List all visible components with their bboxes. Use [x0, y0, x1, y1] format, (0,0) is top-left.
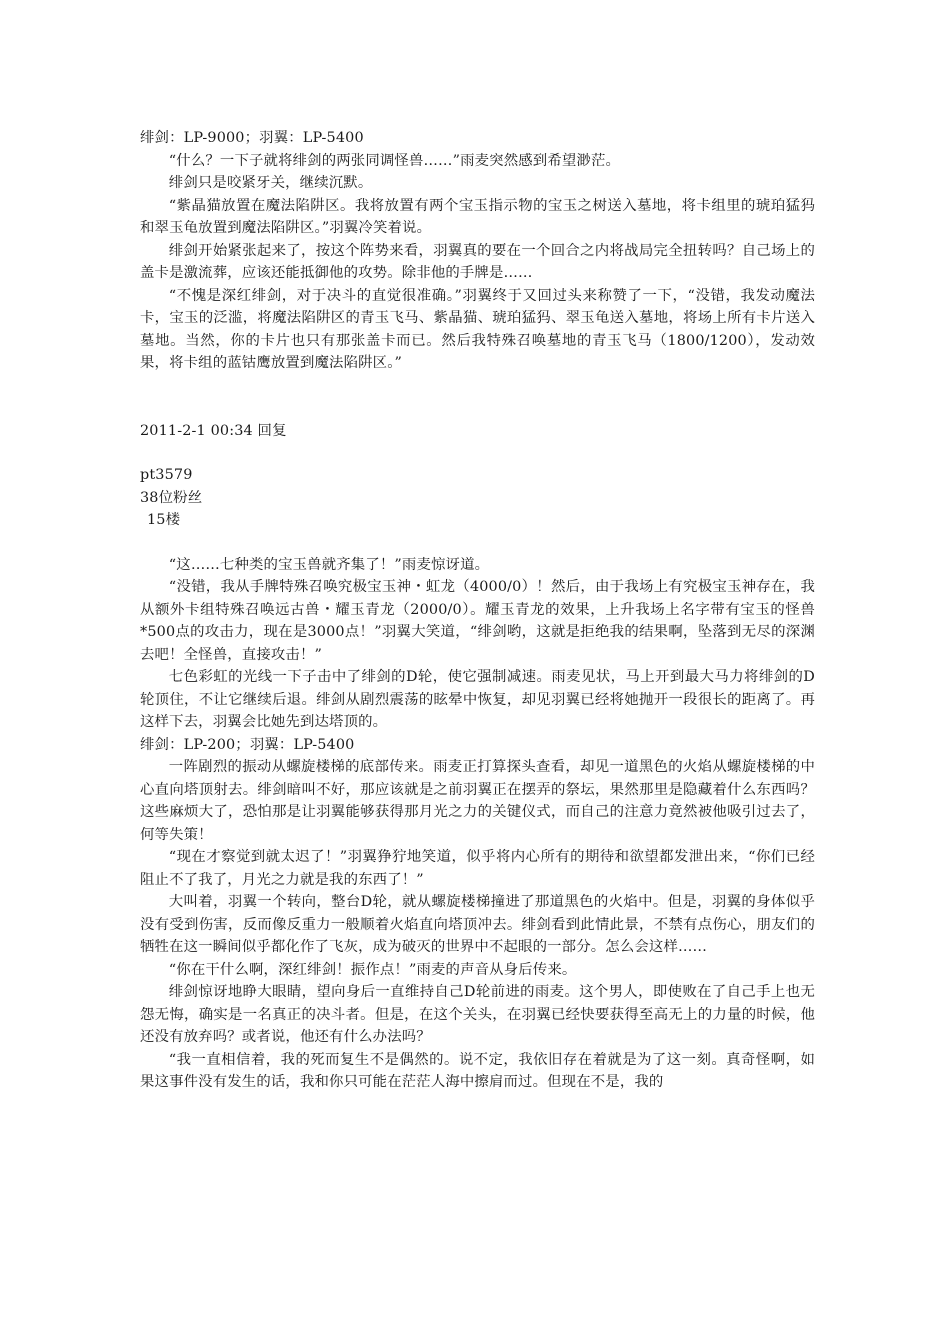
post-username[interactable]: pt3579: [140, 467, 193, 483]
lp-status-line: 绯剑：LP-200；羽翼：LP-5400: [140, 736, 355, 753]
story-paragraph: 绯剑开始紧张起来了，按这个阵势来看，羽翼真的要在一个回合之内将战局完全扭转吗？自己场上的盖卡是激流葬，应该还能抵御他的攻势。除非他的手牌是……: [140, 242, 815, 281]
story-paragraph: “你在干什么啊，深红绯剑！振作点！”雨麦的声音从身后传来。: [168, 961, 577, 978]
lp-status-line: 绯剑：LP-9000；羽翼：LP-5400: [140, 130, 364, 146]
story-paragraph: “没错，我从手牌特殊召唤究极宝玉神・虹龙（4000/0）！然后，由于我场上有究极宝玉神存在，我从额外卡组特殊召唤远古兽・耀玉青龙（2000/0）。耀玉青龙的效果，上升我场上名字带有宝玉的怪兽*500点的攻击力，现在是3000点！”羽翼大笑道，“绯剑哟，这就是拒绝我的结果啊，坠落到无尽的深渊去吧！全怪兽，直接攻击！”: [140, 579, 815, 663]
story-paragraph: “这……七种类的宝玉兽就齐集了！”雨麦惊讶道。: [168, 556, 490, 573]
document-page: [140, 127, 815, 1094]
story-paragraph: “什么？一下子就将绯剑的两张同调怪兽……”雨麦突然感到希望渺茫。: [168, 152, 621, 169]
story-paragraph: 绯剑只是咬紧牙关，继续沉默。: [168, 175, 373, 191]
post-timestamp: 2011-2-1 00:34 回复: [140, 422, 287, 439]
story-paragraph: “我一直相信着，我的死而复生不是偶然的。说不定，我依旧存在着就是为了这一刻。真奇怪啊，如果这事件没有发生的话，我和你只可能在茫茫人海中擦肩而过。但现在不是，我的: [140, 1051, 815, 1090]
story-paragraph: 大叫着，羽翼一个转向，整台D轮，就从螺旋楼梯撞进了那道黑色的火焰中。但是，羽翼的身体似乎没有受到伤害，反而像反重力一般顺着火焰直向塔顶冲去。绯剑看到此情此景，不禁有点伤心，朋友们的牺牲在这一瞬间似乎都化作了飞灰，成为破灭的世界中不起眼的一部分。怎么会这样……: [140, 894, 815, 955]
story-paragraph: “现在才察觉到就太迟了！”羽翼狰狞地笑道，似乎将内心所有的期待和欲望都发泄出来，“你们已经阻止不了我了，月光之力就是我的东西了！”: [140, 849, 815, 888]
story-paragraph: “不愧是深红绯剑，对于决斗的直觉很准确。”羽翼终于又回过头来称赞了一下，“没错，我发动魔法卡，宝玉的泛滥，将魔法陷阱区的青玉飞马、紫晶猫、琥珀猛犸、翠玉龟送入墓地，将场上所有卡片送入墓地。当然，你的卡片也只有那张盖卡而已。然后我特殊召唤墓地的青玉飞马（1800/1200），发动效果，将卡组的蓝钴鹰放置到魔法陷阱区。”: [140, 287, 815, 371]
post-fan-count: 38位粉丝: [140, 489, 203, 506]
story-paragraph: 一阵剧烈的振动从螺旋楼梯的底部传来。雨麦正打算探头查看，却见一道黑色的火焰从螺旋楼梯的中心直向塔顶射去。绯剑暗叫不好，那应该就是之前羽翼正在摆弄的祭坛，果然那里是隐藏着什么东西吗？这些麻烦大了，恐怕那是让羽翼能够获得那月光之力的关键仪式，而自己的注意力竟然被他吸引过去了，何等失策！: [140, 759, 815, 843]
story-paragraph: 绯剑惊讶地睁大眼睛，望向身后一直维持自己D轮前进的雨麦。这个男人，即使败在了自己手上也无怨无悔，确实是一名真正的决斗者。但是，在这个关头，在羽翼已经快要获得至高无上的力量的时候，他还没有放弃吗？或者说，他还有什么办法吗？: [140, 984, 815, 1045]
story-paragraph: “紫晶猫放置在魔法陷阱区。我将放置有两个宝玉指示物的宝玉之树送入墓地，将卡组里的琥珀猛犸和翠玉龟放置到魔法陷阱区。”羽翼冷笑着说。: [140, 197, 815, 236]
post-floor-number: 15楼: [147, 512, 181, 528]
story-paragraph: 七色彩虹的光线一下子击中了绯剑的D轮，使它强制减速。雨麦见状，马上开到最大马力将绯剑的D轮顶住，不让它继续后退。绯剑从剧烈震荡的眩晕中恢复，却见羽翼已经将她抛开一段很长的距离了。再这样下去，羽翼会比她先到达塔顶的。: [140, 669, 815, 730]
